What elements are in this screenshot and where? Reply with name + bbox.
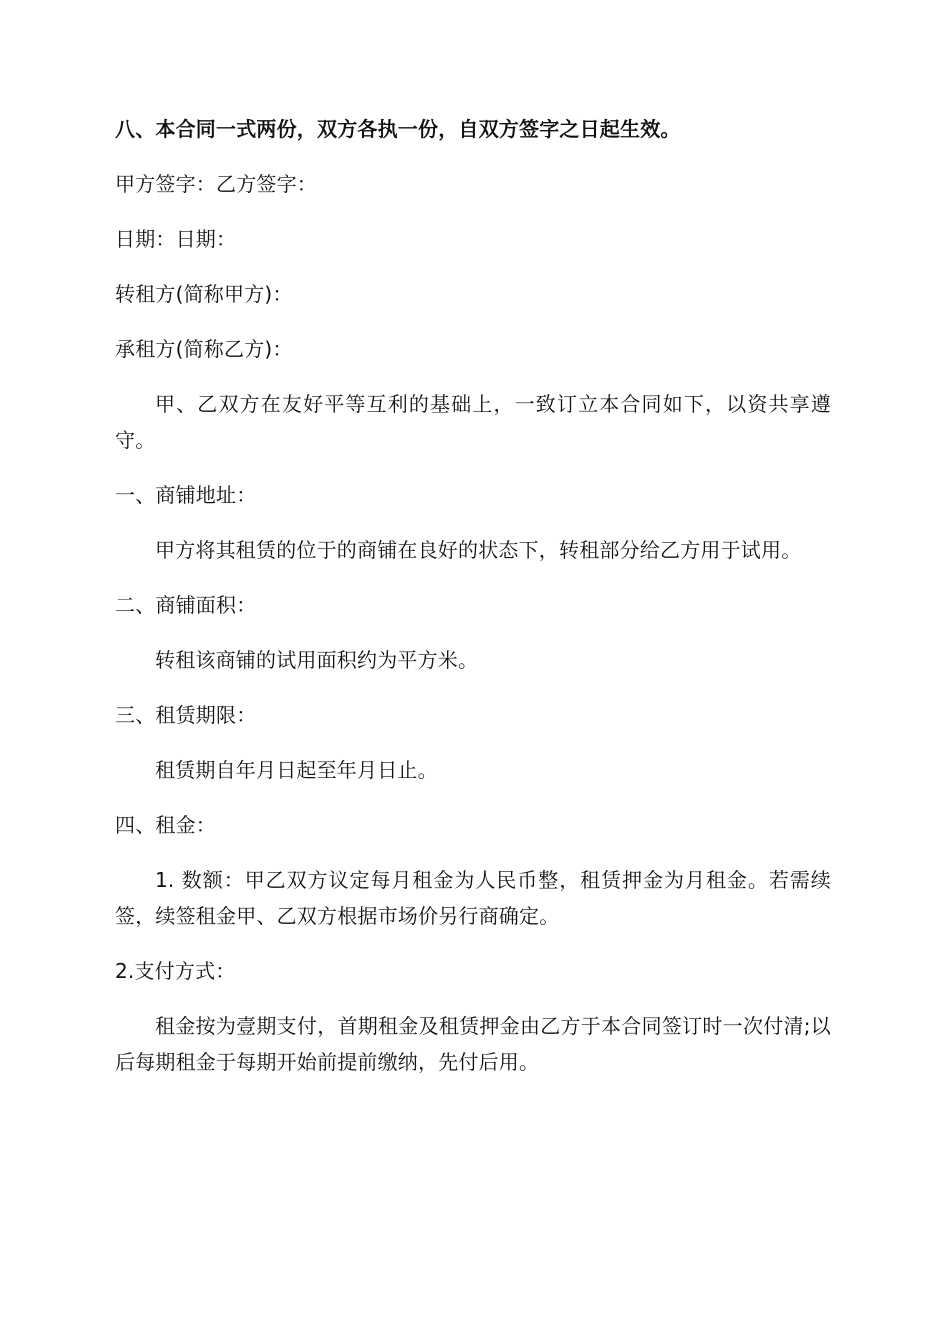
document-body xyxy=(115,111,831,1099)
section-one-body: 甲方将其租赁的位于的商铺在良好的状态下，转租部分给乙方用于试用。 xyxy=(155,538,802,562)
payment-method-body: 租金按为壹期支付，首期租金及租赁押金由乙方于本合同签订时一次付清;以后每期租金于每期开始前提前缴纳，先付后用。 xyxy=(115,1014,831,1074)
sublessor-line: 转租方(简称甲方)： xyxy=(115,282,293,306)
section-two-heading: 二、商铺面积： xyxy=(115,593,257,617)
date-line: 日期：日期： xyxy=(115,227,237,251)
section-three-body: 租赁期自年月日起至年月日止。 xyxy=(155,758,438,782)
preamble-paragraph: 甲、乙双方在友好平等互利的基础上，一致订立本合同如下，以资共享遵守。 xyxy=(115,392,831,452)
section-two-body: 转租该商铺的试用面积约为平方米。 xyxy=(155,648,479,672)
sublessee-line: 承租方(简称乙方)： xyxy=(115,337,293,361)
signature-line: 甲方签字：乙方签字： xyxy=(115,172,317,196)
rent-amount-paragraph: 1. 数额：甲乙双方议定每月租金为人民币整，租赁押金为月租金。若需续签，续签租金甲、乙双方根据市场价另行商确定。 xyxy=(115,868,831,928)
section-four-heading: 四、租金： xyxy=(115,813,216,837)
section-three-heading: 三、租赁期限： xyxy=(115,703,257,727)
clause-eight-effective: 八、本合同一式两份，双方各执一份，自双方签字之日起生效。 xyxy=(115,117,681,141)
section-one-heading: 一、商铺地址： xyxy=(115,483,257,507)
payment-method-heading: 2.支付方式： xyxy=(115,959,236,983)
